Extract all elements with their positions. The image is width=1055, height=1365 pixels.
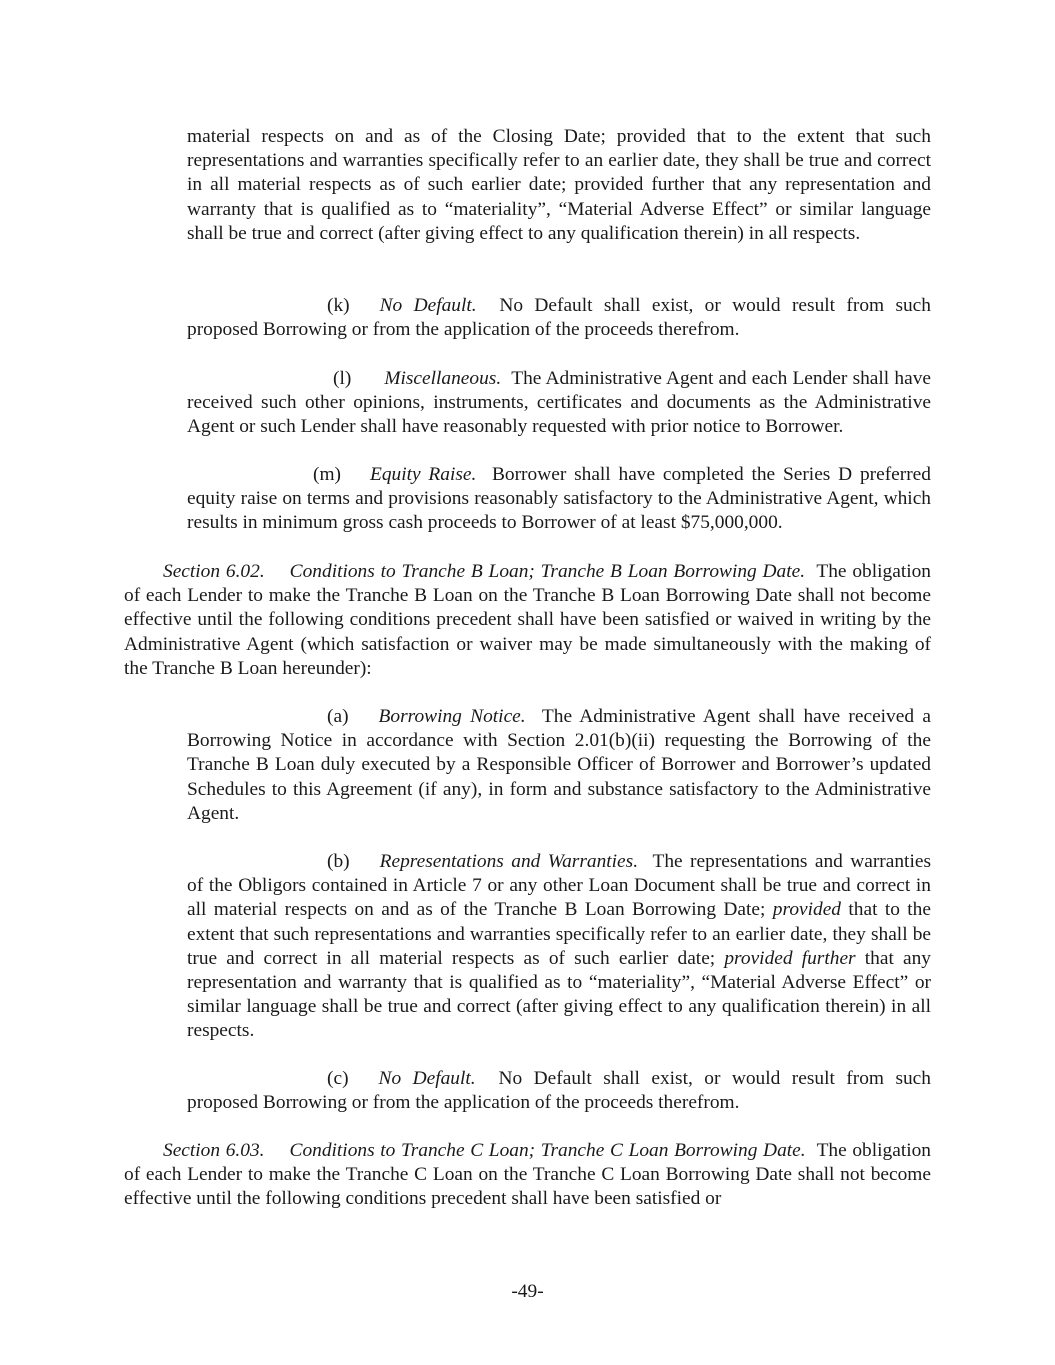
- clause-text: Borrower shall have completed the Series D preferred equity raise on terms and provisions reasonably satisfactory to the Administrative Agent, which results in minimum gross cash proceeds to Borrower of at least $75,000,000.: [187, 464, 931, 534]
- clause-text: that to the extent that such representations and warranties specifically refer to an earlier date, they shall be true and correct in all material respects as of such earlier date;: [187, 899, 931, 969]
- page-number: -49-: [511, 1281, 544, 1302]
- clause-text: The representations and warranties of the Obligors contained in Article 7 or any other Loan Document shall be true and correct in all material respects on and as of the Tranche B Loan Borrowing Date;: [187, 851, 931, 921]
- clause-text: The Administrative Agent and each Lender shall have received such other opinions, instruments, certificates and documents as the Administrative Agent or such Lender shall have reasonably requested with prior notice to Borrower.: [187, 368, 931, 438]
- clause-m: [187, 463, 931, 536]
- clause-label: (m): [313, 464, 341, 485]
- provided-term: provided: [772, 899, 842, 921]
- clause-heading: Representations and Warranties.: [379, 851, 639, 872]
- section-text: The obligation of each Lender to make the Tranche B Loan on the Tranche B Loan Borrowing Date shall not become effective until the following conditions precedent shall have been satisfied or waived in writing by the Administrative Agent (which satisfaction or waiver may be made simultaneously with the making of the Tranche B Loan hereunder):: [124, 561, 931, 679]
- clause-heading: Miscellaneous.: [384, 368, 502, 389]
- section-text: The obligation of each Lender to make the Tranche C Loan on the Tranche C Loan Borrowing Date shall not become effective until the following conditions precedent shall have been satisfied or: [124, 1140, 931, 1210]
- section-number: Section 6.02.: [163, 561, 265, 582]
- clause-text: The Administrative Agent shall have received a Borrowing Notice in accordance with Section 2.01(b)(ii) requesting the Borrowing of the Tranche B Loan duly executed by a Responsible Officer of Borrower and Borrower’s updated Schedules to this Agreement (if any), in form and substance satisfactory to the Administrative Agent.: [187, 706, 931, 824]
- clause-heading: No Default.: [378, 1068, 476, 1089]
- clause-label: (b): [327, 851, 350, 872]
- clause-heading: Borrowing Notice.: [378, 706, 526, 727]
- clause-k: [187, 294, 931, 342]
- section-title: Conditions to Tranche C Loan; Tranche C Loan Borrowing Date.: [289, 1140, 806, 1161]
- clause-c: [187, 1067, 931, 1115]
- clause-a: [187, 705, 931, 826]
- clause-heading: No Default.: [379, 295, 477, 316]
- clause-b: [187, 850, 931, 1044]
- clause-text: that any representation and warranty that is qualified as to “materiality”, “Material Adverse Effect” or similar language shall be true and correct (after giving effect to any qualification therein) in all respects.: [187, 947, 931, 1042]
- clause-label: (k): [327, 295, 350, 316]
- clause-label: (a): [327, 706, 349, 727]
- section-number: Section 6.03.: [163, 1140, 265, 1161]
- clause-l: [187, 367, 931, 440]
- section-6-02: [124, 560, 931, 681]
- section-title: Conditions to Tranche B Loan; Tranche B Loan Borrowing Date.: [289, 561, 806, 582]
- clause-label: (l): [333, 368, 352, 389]
- clause-text: No Default shall exist, or would result from such proposed Borrowing or from the application of the proceeds therefrom.: [187, 1068, 931, 1114]
- section-6-03: [124, 1139, 931, 1212]
- clause-label: (c): [327, 1068, 349, 1089]
- clause-heading: Equity Raise.: [370, 464, 477, 485]
- provided-further-term: provided further: [724, 947, 856, 969]
- continuation-paragraph: material respects on and as of the Closing Date; provided that to the extent that such representations and warranties specifically refer to an earlier date, they shall be true and correct in all material respects as of such earlier date; provided further that any representation and warranty that is qualified as to “materiality”, “Material Adverse Effect” or similar language shall be true and correct (after giving effect to any qualification therein) in all respects.: [187, 126, 931, 244]
- clause-text: No Default shall exist, or would result from such proposed Borrowing or from the application of the proceeds therefrom.: [187, 295, 931, 341]
